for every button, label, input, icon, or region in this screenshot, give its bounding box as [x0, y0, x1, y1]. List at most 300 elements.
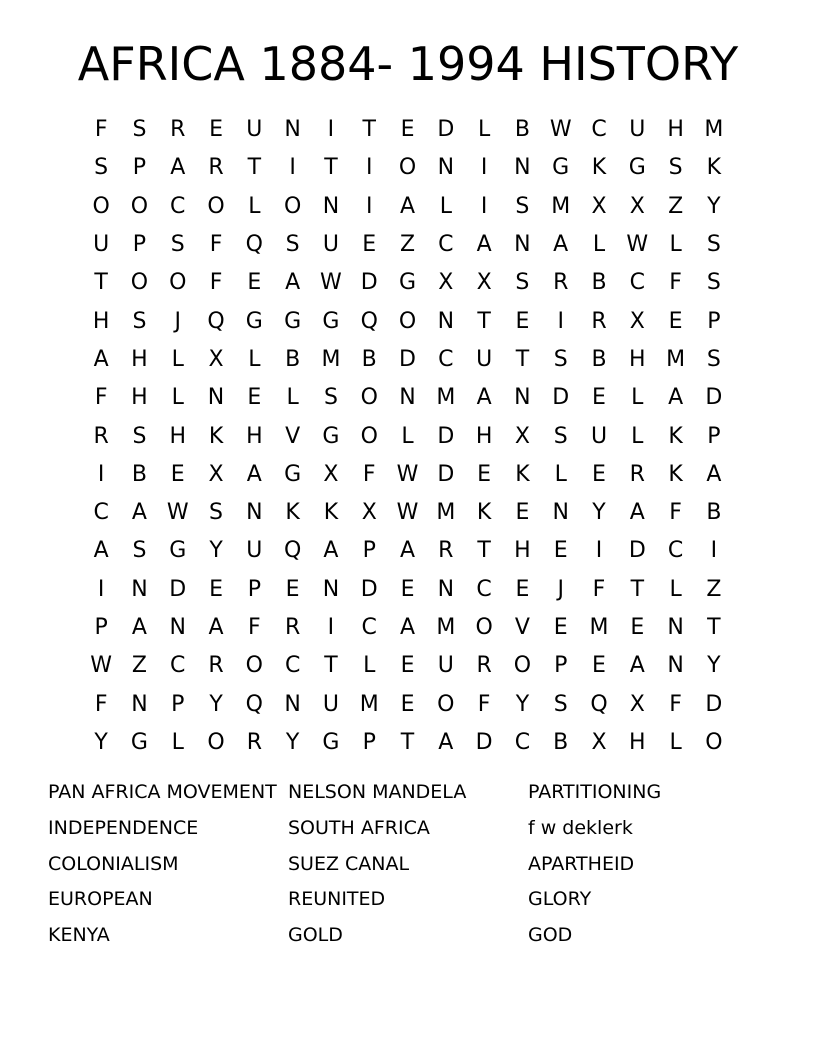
- grid-letter: N: [437, 576, 455, 602]
- grid-letter: Y: [209, 691, 223, 717]
- grid-letter: V: [285, 423, 301, 449]
- grid-letter: I: [365, 193, 373, 219]
- word-list-item: PARTITIONING: [528, 781, 662, 803]
- grid-letter: R: [208, 155, 224, 181]
- grid-letter: T: [707, 615, 721, 640]
- grid-letter: X: [361, 500, 377, 526]
- grid-letter: T: [94, 270, 108, 296]
- grid-letter: L: [171, 729, 184, 755]
- grid-letter: D: [169, 576, 187, 602]
- grid-letter: Y: [707, 193, 721, 219]
- grid-letter: T: [477, 538, 491, 564]
- grid-letter: S: [553, 691, 568, 717]
- grid-letter: Z: [399, 232, 416, 258]
- grid-letter: T: [362, 117, 376, 143]
- grid-letter: U: [93, 232, 110, 258]
- grid-letter: B: [553, 729, 569, 755]
- grid-letter: A: [246, 461, 262, 487]
- grid-letter: I: [480, 193, 488, 219]
- grid-letter: I: [710, 538, 718, 564]
- grid-letter: H: [629, 346, 646, 372]
- word-list-item: f w deklerk: [528, 816, 633, 839]
- grid-letter: H: [514, 538, 531, 564]
- grid-letter: Y: [94, 729, 108, 755]
- grid-letter: H: [131, 346, 148, 372]
- word-list: [48, 780, 768, 959]
- grid-letter: D: [399, 346, 416, 372]
- grid-letter: O: [169, 270, 187, 296]
- grid-letter: P: [362, 729, 376, 755]
- grid-letter: C: [629, 270, 645, 296]
- grid-letter: S: [706, 270, 721, 296]
- grid-letter: E: [400, 576, 415, 602]
- grid-letter: C: [170, 653, 186, 679]
- grid-letter: E: [247, 270, 262, 296]
- word-list-item: APARTHEID: [528, 852, 635, 875]
- grid-letter: B: [285, 346, 301, 372]
- grid-letter: H: [169, 423, 187, 449]
- grid-letter: D: [705, 385, 723, 411]
- grid-letter: G: [245, 308, 263, 334]
- grid-letter: S: [132, 308, 147, 334]
- grid-row: [82, 647, 734, 685]
- grid-letter: U: [590, 423, 608, 449]
- grid-row: [82, 302, 734, 340]
- grid-letter: S: [94, 155, 109, 181]
- grid-letter: C: [476, 576, 492, 602]
- grid-letter: D: [360, 576, 378, 602]
- grid-letter: Z: [668, 193, 684, 219]
- grid-letter: F: [477, 691, 491, 717]
- grid-letter: R: [208, 653, 224, 679]
- grid-letter: U: [246, 538, 263, 564]
- grid-letter: A: [285, 270, 301, 296]
- grid-letter: Q: [283, 538, 302, 564]
- grid-letter: U: [629, 117, 646, 143]
- grid-letter: R: [93, 423, 109, 449]
- grid-letter: S: [285, 232, 300, 258]
- grid-row: [82, 456, 734, 494]
- grid-row: [82, 494, 734, 532]
- grid-letter: O: [437, 691, 455, 717]
- grid-letter: U: [322, 232, 339, 258]
- grid-letter: P: [707, 308, 721, 334]
- grid-letter: X: [323, 461, 339, 487]
- grid-letter: E: [400, 117, 415, 143]
- grid-letter: W: [396, 500, 419, 526]
- grid-letter: N: [552, 500, 569, 526]
- grid-letter: P: [132, 155, 147, 181]
- word-list-item: GLORY: [528, 888, 592, 911]
- grid-letter: X: [629, 308, 645, 334]
- grid-letter: X: [591, 193, 607, 219]
- grid-letter: T: [324, 653, 338, 679]
- grid-letter: I: [97, 461, 105, 487]
- grid-letter: F: [94, 117, 108, 143]
- grid-letter: A: [323, 538, 339, 564]
- grid-letter: E: [592, 385, 606, 411]
- grid-letter: E: [247, 385, 262, 411]
- grid-letter: M: [436, 615, 456, 640]
- grid-letter: Y: [209, 538, 223, 564]
- grid-letter: E: [515, 308, 530, 334]
- grid-letter: E: [668, 308, 683, 334]
- grid-letter: L: [248, 346, 261, 372]
- grid-letter: Y: [285, 729, 300, 755]
- grid-letter: P: [132, 232, 147, 258]
- grid-letter: G: [322, 308, 340, 334]
- grid-letter: N: [667, 653, 684, 679]
- grid-letter: K: [476, 500, 492, 526]
- grid-letter: N: [399, 385, 416, 411]
- grid-letter: I: [327, 615, 335, 640]
- grid-letter: A: [131, 500, 147, 526]
- grid-letter: V: [514, 615, 530, 640]
- grid-letter: L: [401, 423, 414, 449]
- grid-letter: A: [438, 729, 454, 755]
- grid-row: [82, 226, 734, 264]
- grid-letter: N: [131, 576, 148, 602]
- grid-letter: H: [131, 385, 148, 411]
- grid-letter: W: [549, 117, 572, 143]
- grid-letter: E: [362, 232, 377, 258]
- grid-letter: M: [704, 117, 724, 143]
- grid-letter: S: [132, 423, 147, 449]
- word-list-item: PAN AFRICA MOVEMENT: [48, 781, 277, 803]
- grid-letter: C: [591, 117, 607, 143]
- grid-letter: O: [513, 653, 532, 679]
- grid-letter: B: [591, 270, 607, 296]
- grid-letter: S: [553, 423, 568, 449]
- grid-letter: C: [438, 232, 454, 258]
- grid-letter: A: [131, 615, 147, 640]
- grid-letter: S: [209, 500, 224, 526]
- grid-letter: U: [246, 117, 263, 143]
- grid-letter: X: [629, 691, 645, 717]
- grid-letter: N: [514, 155, 531, 181]
- grid-letter: E: [553, 538, 568, 564]
- grid-letter: T: [630, 576, 645, 602]
- grid-letter: D: [475, 729, 493, 755]
- word-list-item: REUNITED: [288, 888, 386, 911]
- grid-letter: P: [94, 615, 108, 640]
- grid-letter: G: [169, 538, 187, 564]
- grid-letter: M: [436, 500, 456, 526]
- grid-row: [82, 149, 734, 187]
- word-list-item: SUEZ CANAL: [288, 852, 410, 875]
- grid-letter: U: [437, 653, 454, 679]
- grid-letter: O: [283, 193, 302, 219]
- grid-letter: M: [589, 615, 609, 640]
- grid-letter: I: [327, 117, 335, 143]
- grid-letter: O: [475, 615, 493, 640]
- grid-letter: F: [94, 385, 108, 411]
- grid-letter: S: [706, 232, 721, 258]
- grid-letter: Y: [592, 500, 606, 526]
- grid-letter: M: [551, 193, 571, 219]
- grid-row: [82, 532, 734, 570]
- grid-letter: W: [626, 232, 649, 258]
- grid-letter: T: [477, 308, 491, 334]
- grid-letter: W: [396, 461, 419, 487]
- grid-letter: K: [591, 155, 607, 181]
- grid-letter: I: [97, 576, 105, 602]
- grid-letter: O: [360, 385, 378, 411]
- grid-letter: R: [476, 653, 492, 679]
- grid-letter: E: [170, 461, 185, 487]
- grid-letter: L: [477, 117, 491, 143]
- grid-letter: F: [209, 232, 223, 258]
- grid-letter: S: [515, 270, 530, 296]
- grid-letter: F: [248, 615, 261, 640]
- grid-letter: Z: [706, 576, 722, 602]
- grid-letter: S: [668, 155, 683, 181]
- grid-letter: S: [706, 346, 721, 372]
- grid-letter: K: [515, 461, 530, 487]
- grid-letter: I: [557, 308, 564, 334]
- grid-letter: N: [514, 385, 531, 411]
- grid-letter: A: [170, 155, 186, 181]
- grid-letter: N: [514, 232, 531, 258]
- grid-letter: G: [552, 155, 570, 181]
- grid-letter: D: [705, 691, 723, 717]
- grid-letter: R: [246, 729, 262, 755]
- grid-letter: C: [667, 538, 684, 564]
- grid-letter: H: [475, 423, 493, 449]
- grid-letter: A: [476, 232, 492, 258]
- grid-letter: F: [669, 500, 682, 526]
- grid-letter: N: [322, 576, 340, 602]
- grid-letter: Z: [131, 653, 147, 679]
- grid-letter: N: [437, 155, 455, 181]
- grid-letter: S: [515, 193, 530, 219]
- grid-letter: X: [208, 461, 224, 487]
- grid-letter: C: [284, 653, 301, 679]
- grid-letter: F: [669, 691, 682, 717]
- grid-letter: A: [629, 500, 645, 526]
- grid-letter: N: [131, 691, 148, 717]
- grid-letter: D: [437, 117, 455, 143]
- word-list-item: EUROPEAN: [48, 888, 153, 911]
- grid-row: [82, 188, 734, 226]
- grid-letter: W: [166, 500, 189, 526]
- grid-letter: E: [630, 615, 645, 640]
- grid-letter: J: [174, 308, 181, 334]
- grid-letter: L: [631, 423, 644, 449]
- grid-letter: S: [553, 346, 568, 372]
- grid-letter: C: [170, 193, 186, 219]
- grid-letter: H: [92, 308, 110, 334]
- grid-letter: F: [94, 691, 108, 717]
- grid-row: [82, 724, 734, 762]
- grid-letter: A: [629, 653, 645, 679]
- grid-letter: F: [669, 270, 682, 296]
- grid-letter: L: [248, 193, 261, 219]
- grid-row: [82, 417, 734, 455]
- word-list-item: GOLD: [288, 924, 343, 947]
- word-list-item: GOD: [528, 924, 573, 947]
- grid-letter: P: [707, 423, 721, 449]
- grid-letter: W: [90, 653, 113, 679]
- word-list-item: NELSON MANDELA: [288, 781, 467, 803]
- grid-letter: H: [629, 729, 646, 755]
- grid-letter: Q: [207, 308, 225, 334]
- grid-letter: I: [289, 155, 296, 181]
- grid-letter: O: [130, 270, 149, 296]
- grid-letter: K: [323, 500, 339, 526]
- grid-letter: L: [171, 346, 184, 372]
- grid-letter: L: [669, 576, 682, 602]
- grid-letter: G: [130, 729, 148, 755]
- grid-letter: X: [208, 346, 224, 372]
- grid-letter: B: [361, 346, 377, 372]
- grid-letter: A: [553, 232, 569, 258]
- grid-letter: O: [398, 155, 417, 181]
- grid-letter: W: [320, 270, 342, 296]
- grid-letter: L: [592, 232, 606, 258]
- grid-letter: X: [514, 423, 530, 449]
- grid-letter: E: [400, 691, 415, 717]
- grid-letter: D: [628, 538, 646, 564]
- grid-letter: P: [362, 538, 376, 564]
- grid-letter: F: [362, 461, 376, 487]
- grid-letter: H: [246, 423, 263, 449]
- grid-letter: U: [322, 691, 339, 717]
- grid-letter: F: [209, 270, 223, 296]
- grid-letter: G: [628, 155, 646, 181]
- grid-letter: Q: [245, 691, 263, 717]
- grid-row: [82, 341, 734, 379]
- grid-letter: A: [93, 538, 109, 564]
- grid-letter: O: [360, 423, 378, 449]
- grid-letter: K: [668, 423, 683, 449]
- word-list-item: SOUTH AFRICA: [288, 816, 430, 839]
- grid-row: [82, 685, 734, 723]
- grid-letter: C: [514, 729, 531, 755]
- grid-letter: D: [552, 385, 570, 411]
- grid-letter: E: [515, 576, 530, 602]
- grid-row: [82, 609, 734, 647]
- grid-letter: L: [286, 385, 299, 411]
- grid-letter: J: [557, 576, 564, 602]
- grid-letter: P: [554, 653, 568, 679]
- word-list-item: COLONIALISM: [48, 852, 179, 875]
- grid-letter: A: [706, 461, 722, 487]
- grid-letter: T: [515, 346, 530, 372]
- grid-letter: N: [246, 500, 263, 526]
- grid-letter: X: [476, 270, 492, 296]
- letter-grid: [82, 111, 734, 762]
- grid-letter: Y: [707, 653, 721, 679]
- grid-letter: E: [553, 615, 568, 640]
- grid-letter: O: [398, 308, 417, 334]
- grid-letter: G: [284, 461, 302, 487]
- grid-letter: K: [668, 461, 683, 487]
- grid-letter: E: [592, 653, 606, 679]
- grid-letter: N: [667, 615, 684, 640]
- grid-letter: U: [476, 346, 493, 372]
- grid-letter: R: [438, 538, 454, 564]
- grid-letter: L: [669, 232, 682, 258]
- grid-letter: I: [365, 155, 373, 181]
- word-list-item: KENYA: [48, 924, 110, 947]
- grid-letter: K: [208, 423, 224, 449]
- grid-letter: A: [93, 346, 109, 372]
- grid-letter: C: [438, 346, 454, 372]
- grid-letter: E: [515, 500, 530, 526]
- grid-letter: N: [207, 385, 225, 411]
- grid-letter: M: [359, 691, 379, 717]
- grid-letter: L: [669, 729, 682, 755]
- grid-letter: R: [553, 270, 569, 296]
- grid-letter: X: [438, 270, 454, 296]
- grid-letter: N: [284, 117, 301, 143]
- grid-letter: E: [400, 653, 415, 679]
- grid-letter: K: [706, 155, 722, 181]
- grid-letter: I: [595, 538, 603, 564]
- grid-letter: S: [170, 232, 185, 258]
- grid-letter: A: [399, 538, 416, 564]
- grid-letter: R: [170, 117, 186, 143]
- grid-letter: N: [284, 691, 301, 717]
- grid-row: [82, 264, 734, 302]
- grid-letter: B: [591, 346, 607, 372]
- grid-letter: Q: [590, 691, 608, 717]
- grid-letter: O: [92, 193, 110, 219]
- word-list-item: INDEPENDENCE: [48, 816, 199, 839]
- grid-letter: G: [398, 270, 417, 296]
- grid-letter: Q: [245, 232, 263, 258]
- grid-letter: E: [209, 576, 223, 602]
- grid-letter: K: [285, 500, 300, 526]
- grid-letter: G: [284, 308, 302, 334]
- grid-letter: S: [132, 538, 147, 564]
- grid-letter: H: [667, 117, 684, 143]
- grid-letter: E: [592, 461, 606, 487]
- grid-row: [82, 571, 734, 609]
- grid-letter: E: [477, 461, 492, 487]
- grid-letter: D: [437, 461, 455, 487]
- grid-letter: T: [247, 155, 262, 181]
- grid-letter: E: [285, 576, 300, 602]
- grid-letter: P: [171, 691, 185, 717]
- grid-letter: O: [245, 653, 263, 679]
- grid-letter: G: [322, 729, 340, 755]
- puzzle-title: AFRICA 1884- 1994 HISTORY: [77, 37, 739, 91]
- grid-letter: Y: [515, 691, 530, 717]
- grid-letter: M: [436, 385, 456, 411]
- grid-letter: M: [666, 346, 686, 372]
- grid-letter: T: [324, 155, 338, 181]
- grid-letter: C: [93, 500, 109, 526]
- grid-letter: A: [399, 193, 416, 219]
- grid-letter: L: [363, 653, 376, 679]
- grid-letter: N: [169, 615, 186, 640]
- grid-letter: G: [322, 423, 340, 449]
- grid-letter: O: [705, 729, 723, 755]
- grid-row: [82, 379, 734, 417]
- grid-letter: F: [592, 576, 606, 602]
- grid-letter: X: [629, 193, 645, 219]
- grid-row: [82, 111, 734, 149]
- grid-letter: X: [591, 729, 607, 755]
- grid-letter: M: [321, 346, 341, 372]
- grid-letter: A: [208, 615, 224, 640]
- grid-letter: T: [400, 729, 415, 755]
- grid-letter: L: [171, 385, 184, 411]
- grid-letter: P: [247, 576, 261, 602]
- grid-letter: B: [706, 500, 722, 526]
